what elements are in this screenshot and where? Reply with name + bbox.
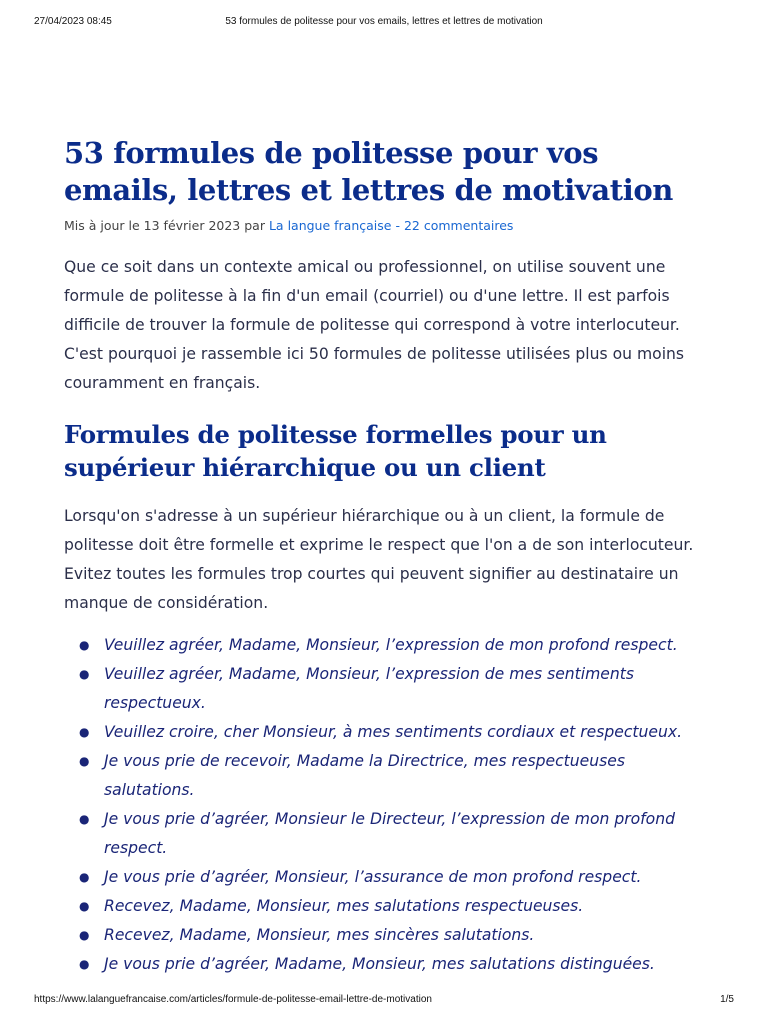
formula-text: Veuillez agréer, Madame, Monsieur, l’expression de mon profond respect. — [104, 636, 678, 654]
list-item — [79, 718, 714, 747]
print-footer — [34, 994, 734, 1008]
list-item — [79, 747, 714, 805]
formula-text: Je vous prie d’agréer, Monsieur le Directeur, l’expression de mon profond respect. — [104, 810, 675, 857]
meta-separator[interactable]: - — [391, 218, 404, 233]
bullet-icon: ● — [79, 754, 90, 768]
formula-text: Je vous prie d’agréer, Monsieur, l’assurance de mon profond respect. — [104, 868, 642, 886]
bullet-icon: ● — [79, 638, 90, 652]
formula-text: Recevez, Madame, Monsieur, mes sincères salutations. — [104, 926, 535, 944]
formula-text: Je vous prie de recevoir, Madame la Directrice, mes respectueuses salutations. — [104, 752, 625, 799]
print-document-title: 53 formules de politesse pour vos emails, lettres et lettres de motivation — [225, 16, 543, 27]
list-item — [79, 921, 714, 950]
list-item — [79, 892, 714, 921]
author-link[interactable]: La langue française — [268, 218, 392, 233]
article-title: 53 formules de politesse pour vos emails, lettres et lettres de motivation — [64, 136, 673, 207]
list-item — [79, 950, 714, 979]
print-datetime: 27/04/2023 08:45 — [34, 16, 112, 27]
bullet-icon: ● — [79, 667, 90, 681]
print-header — [34, 16, 734, 30]
formula-text: Recevez, Madame, Monsieur, mes salutations respectueuses. — [104, 897, 584, 915]
formula-text: Veuillez croire, cher Monsieur, à mes sentiments cordiaux et respectueux. — [104, 723, 683, 741]
bullet-icon: ● — [79, 957, 90, 971]
bullet-icon: ● — [79, 870, 90, 884]
bullet-icon: ● — [79, 899, 90, 913]
formula-text: Veuillez agréer, Madame, Monsieur, l’expression de mes sentiments respectueux. — [104, 665, 635, 712]
intro-paragraph: Que ce soit dans un contexte amical ou professionnel, on utilise souvent une formule de politesse à la fin d'un email (courriel) ou d'une lettre. Il est parfois difficile de trouver la formule de politesse qui correspond à votre interlocuteur. C'est pourquoi je rassemble ici 50 formules de politesse utilisées plus ou moins couramment en français. — [64, 258, 685, 392]
comments-link[interactable]: 22 commentaires — [403, 218, 514, 233]
section-heading: Formules de politesse formelles pour un supérieur hiérarchique ou un client — [64, 420, 607, 482]
formula-list — [64, 631, 714, 979]
list-item — [79, 660, 714, 718]
bullet-icon: ● — [79, 725, 90, 739]
article-meta — [64, 217, 714, 235]
print-url: https://www.lalanguefrancaise.com/articles/formule-de-politesse-email-lettre-de-motivation — [34, 994, 432, 1005]
list-item — [79, 631, 714, 660]
bullet-icon: ● — [79, 812, 90, 826]
page-number: 1/5 — [720, 994, 734, 1005]
list-item — [79, 805, 714, 863]
list-item — [79, 863, 714, 892]
formula-text: Je vous prie d’agréer, Madame, Monsieur, mes salutations distinguées. — [104, 955, 655, 973]
meta-updated: Mis à jour le 13 février 2023 par — [64, 218, 265, 233]
bullet-icon: ● — [79, 928, 90, 942]
article — [64, 135, 714, 979]
section-paragraph: Lorsqu'on s'adresse à un supérieur hiérarchique ou à un client, la formule de politesse doit être formelle et exprime le respect que l'on a de son interlocuteur. Evitez toutes les formules trop courtes qui peuvent signifier au destinataire un manque de considération. — [64, 507, 694, 612]
